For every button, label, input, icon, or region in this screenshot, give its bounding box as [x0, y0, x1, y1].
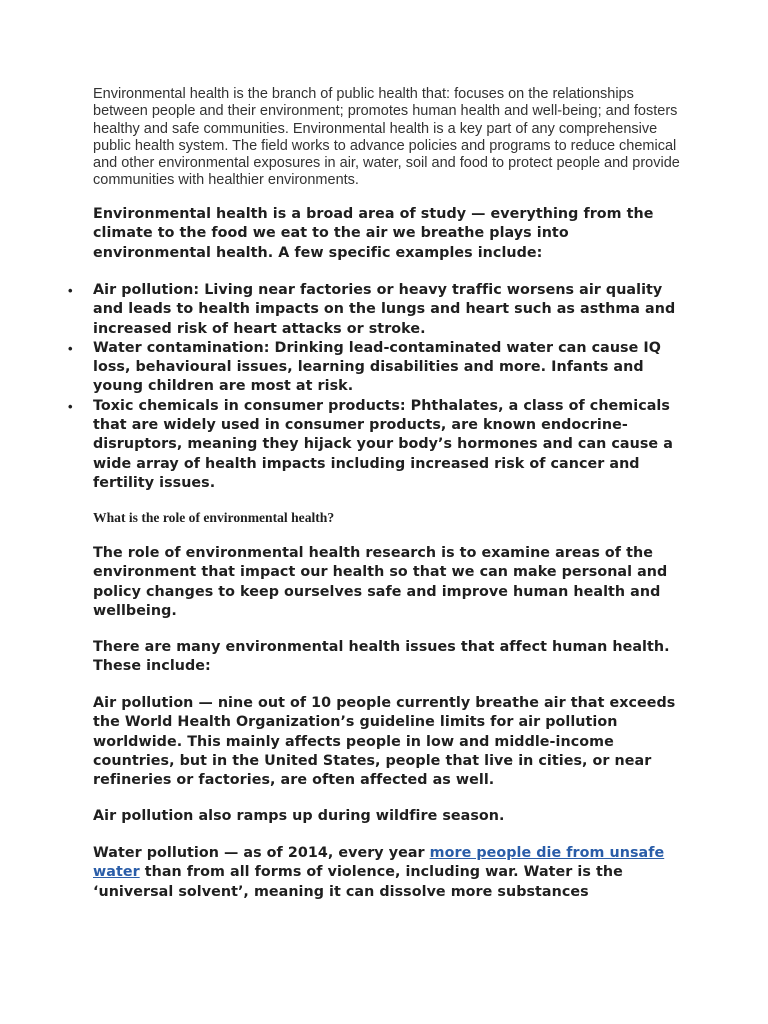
bullet-icon: • [68, 283, 73, 298]
unsafe-water-link[interactable]: more people die from unsafe water [93, 845, 665, 881]
bullet-icon: • [68, 398, 73, 414]
examples-list [68, 281, 683, 493]
list-item-text: Toxic chemicals in consumer products: Phthalates, a class of chemicals that are widely used in consumer products, are known endocrine-disruptors, meaning they hijack your body’s hormones and can cause a wide array of health impacts including increased risk of cancer and fertility issues. [93, 397, 673, 491]
section-heading: What is the role of environmental health? [93, 510, 335, 525]
water-pollution-paragraph [93, 844, 683, 902]
list-item [68, 339, 683, 397]
air-pollution-paragraph: Air pollution — nine out of 10 people currently breathe air that exceeds the World Health Organization’s guideline limits for air pollution worldwide. This mainly affects people in low and middle-income countries, but in the United States, people that live in cities, or near refineries or factories, are often affected as well. [93, 695, 676, 789]
wildfire-paragraph: Air pollution also ramps up during wildfire season. [93, 808, 505, 824]
broad-area-paragraph: Environmental health is a broad area of study — everything from the climate to the food we eat to the air we breathe plays into environmental health. A few specific examples include: [93, 206, 654, 261]
role-paragraph: The role of environmental health research is to examine areas of the environment that impact our health so that we can make personal and policy changes to keep ourselves safe and improve human health and wellbeing. [93, 545, 668, 619]
water-text-before: Water pollution — as of 2014, every year [93, 845, 430, 861]
list-item [68, 281, 683, 339]
water-text-after: than from all forms of violence, including war. Water is the ‘universal solvent’, meaning it can dissolve more substances [93, 864, 623, 900]
bullet-icon: • [68, 340, 73, 356]
list-item-text: Water contamination: Drinking lead-contaminated water can cause IQ loss, behavioural issues, learning disabilities and more. Infants and young children are most at risk. [93, 339, 661, 395]
list-item [68, 397, 683, 493]
list-item-text: Air pollution: Living near factories or heavy traffic worsens air quality and leads to health impacts on the lungs and heart such as asthma and increased risk of heart attacks or stroke. [93, 282, 676, 337]
issues-intro-paragraph: There are many environmental health issues that affect human health. These include: [93, 639, 670, 675]
intro-paragraph: Environmental health is the branch of public health that: focuses on the relationships between people and their environment; promotes human health and well-being; and fosters healthy and safe communities. Environmental health is a key part of any comprehensive public health system. The field works to advance policies and programs to reduce chemical and other environmental exposures in air, water, soil and food to protect people and provide communities with healthier environments. [93, 86, 680, 189]
